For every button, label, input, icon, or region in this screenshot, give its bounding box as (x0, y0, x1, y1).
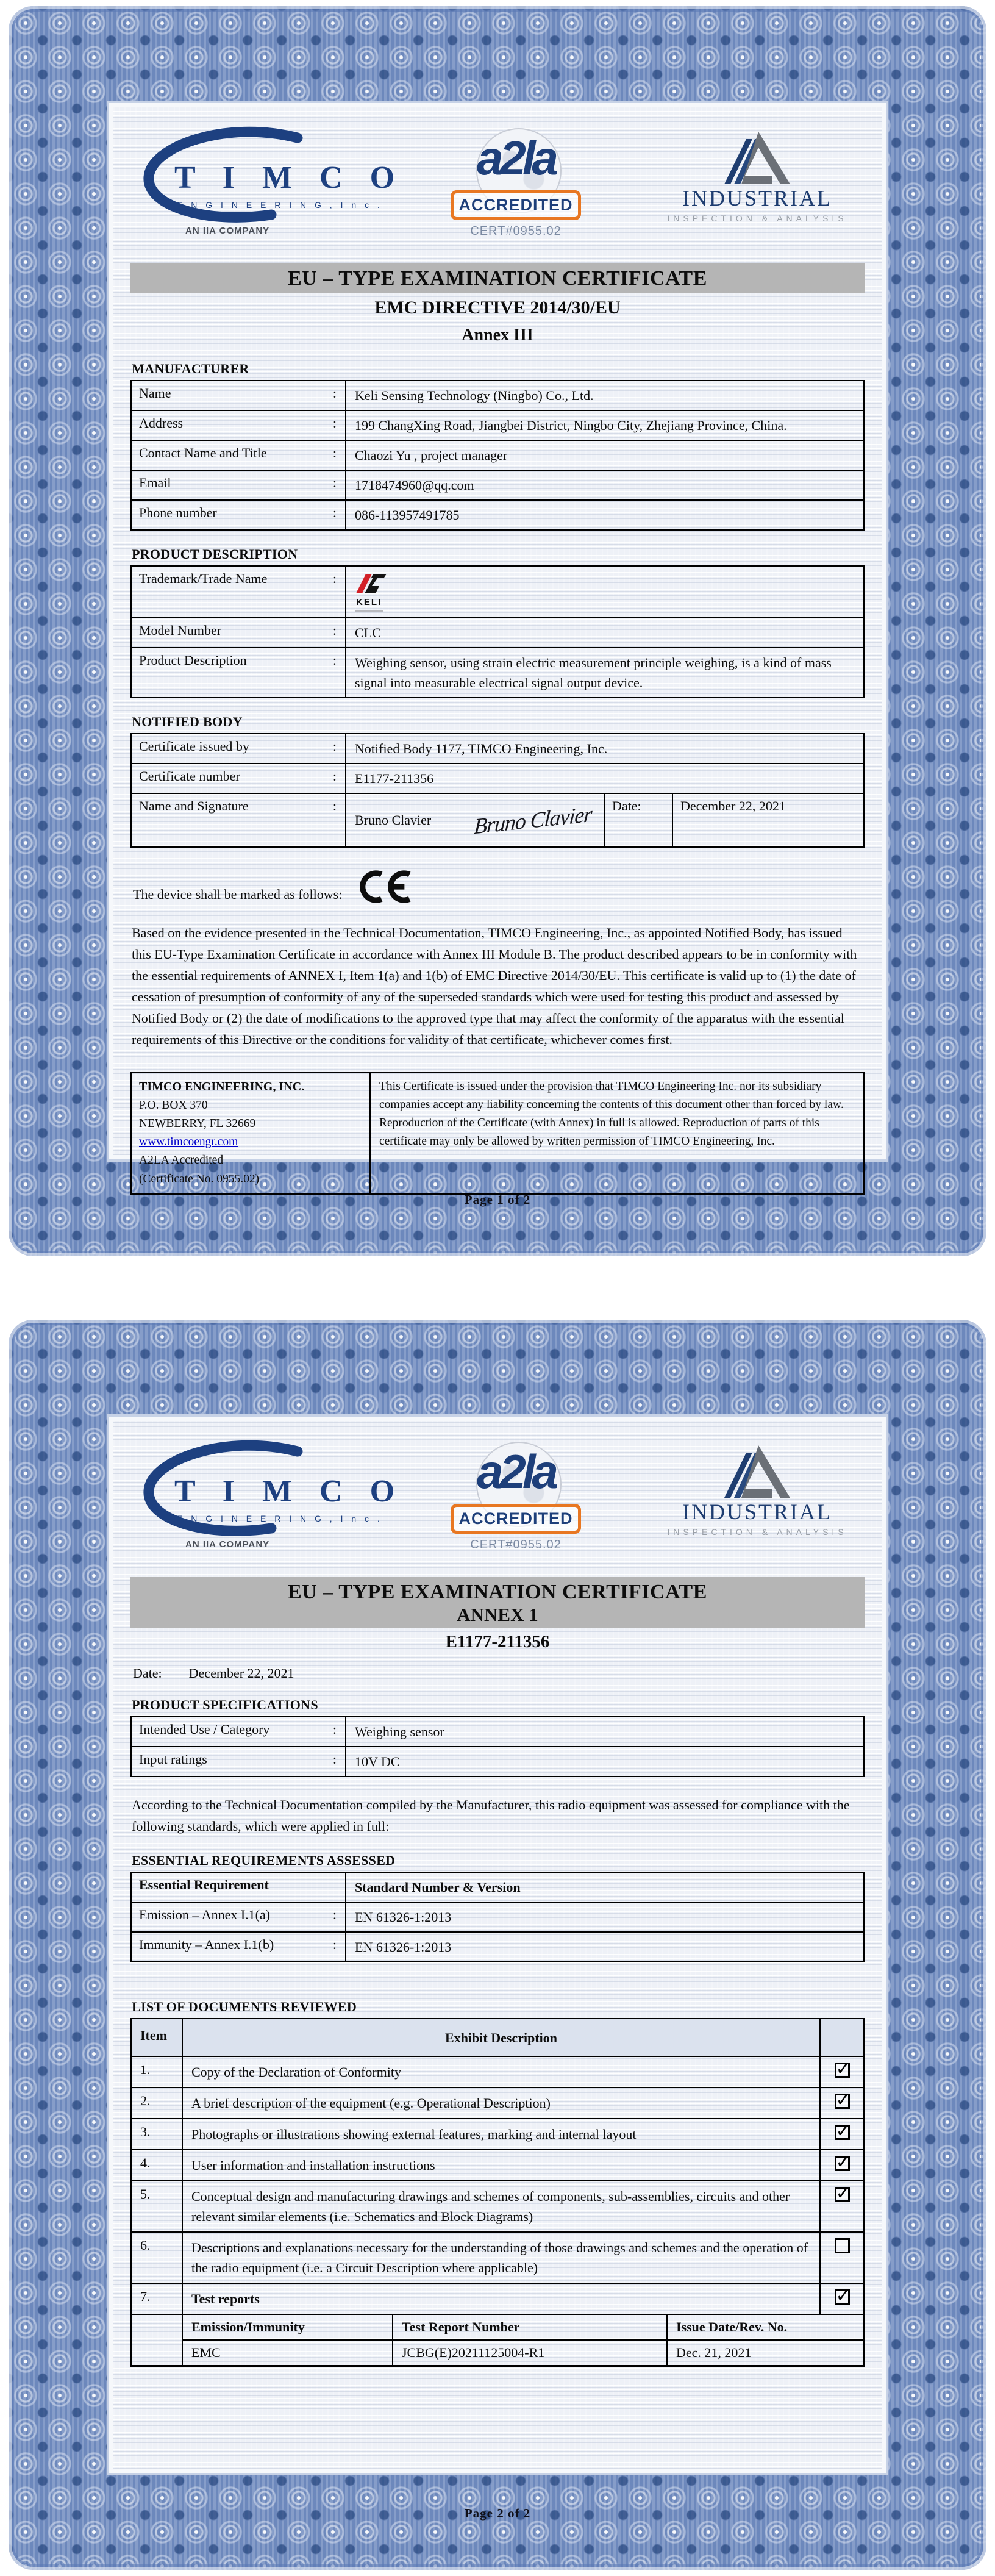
table-row (132, 2149, 863, 2180)
timco-logo (134, 1442, 405, 1569)
provision-table (130, 1072, 865, 1195)
colon: : (332, 475, 337, 490)
exhibit-description: User information and installation instructions (183, 2150, 821, 2180)
row-value: E1177-211356 (355, 770, 434, 786)
footer-address1: P.O. BOX 370 (139, 1098, 208, 1112)
footer-accredited: A2LA Accredited (139, 1154, 224, 1167)
table-header-row (183, 2315, 863, 2339)
colon: : (332, 738, 337, 754)
accredited-badge: ACCREDITED (451, 190, 581, 220)
page-1-content (113, 107, 882, 1186)
footer-cert-no: (Certificate No. 0955.02) (139, 1172, 260, 1186)
checkbox-icon[interactable] (835, 2063, 850, 2078)
column-header: Issue Date/Rev. No. (676, 2319, 788, 2335)
checkbox-icon[interactable] (835, 2187, 850, 2202)
table-row (132, 647, 863, 697)
timco-tagline: AN IIA COMPANY (185, 1539, 270, 1550)
table-header-row (132, 1873, 863, 1902)
colon: : (332, 1907, 337, 1923)
checkbox-icon[interactable] (835, 2125, 850, 2140)
colon: : (332, 652, 337, 668)
documents-reviewed-table (130, 2018, 865, 2367)
a2la-logo (433, 1442, 598, 1569)
certificate-number: E1177-211356 (445, 1632, 550, 1651)
column-header-item: Item (132, 2019, 183, 2056)
footer-address2: NEWBERRY, FL 32669 (139, 1117, 256, 1130)
product-description-table (130, 565, 865, 698)
timco-wordmark: T I M C O (174, 160, 405, 195)
footer-company: TIMCO ENGINEERING, INC. (139, 1079, 305, 1093)
accredited-badge: ACCREDITED (451, 1504, 581, 1534)
title-bar (130, 263, 865, 293)
essential-requirements-heading: ESSENTIAL REQUIREMENTS ASSESSED (132, 1853, 396, 1869)
timco-tagline: AN IIA COMPANY (185, 226, 270, 236)
row-label: Certificate issued by (139, 738, 249, 754)
row-value: EN 61326-1:2013 (355, 1909, 452, 1925)
item-number: 2. (132, 2088, 183, 2118)
industrial-subtitle: INSPECTION & ANALYSIS (667, 213, 847, 223)
row-label: Input ratings (139, 1751, 207, 1767)
industrial-wordmark: INDUSTRIAL (682, 186, 832, 210)
row-label: Certificate number (139, 768, 240, 784)
colon: : (332, 622, 337, 638)
row-label: Trademark/Trade Name (139, 571, 268, 586)
row-label: Address (139, 415, 184, 431)
a2la-cert-number: CERT#0955.02 (470, 1538, 562, 1551)
date-label: Date: (605, 794, 673, 846)
logo-header (130, 128, 865, 255)
annex-label: ANNEX 1 (457, 1604, 538, 1625)
documents-reviewed-heading: LIST OF DOCUMENTS REVIEWED (132, 1999, 357, 2015)
timco-wordmark: T I M C O (174, 1474, 405, 1509)
item-number: 6. (132, 2233, 183, 2283)
industrial-triangle-icon (721, 1442, 794, 1500)
essential-requirements-table (130, 1872, 865, 1962)
table-row (132, 2087, 863, 2118)
table-row (132, 440, 863, 470)
column-header: Essential Requirement (139, 1877, 269, 1893)
timco-logo (134, 128, 405, 255)
colon: : (332, 1751, 337, 1767)
signer-name: Bruno Clavier (355, 812, 432, 828)
test-report-table (183, 2315, 863, 2365)
exhibit-description: Conceptual design and manufacturing drawings and schemes of components, sub-assemblies, circuits and other relevant similar elements (i.e. Schematics and Block Diagrams) (183, 2181, 821, 2231)
issue-date-rev: Dec. 21, 2021 (676, 2345, 752, 2361)
checkbox-icon[interactable] (835, 2156, 850, 2171)
colon: : (332, 1722, 337, 1737)
checkbox-icon[interactable] (835, 2289, 850, 2305)
notified-body-heading: NOTIFIED BODY (132, 714, 243, 729)
table-row (132, 2056, 863, 2087)
column-header-check (821, 2019, 863, 2056)
row-label: Emission – Annex I.1(a) (139, 1907, 271, 1923)
industrial-logo (654, 1442, 861, 1569)
table-row (132, 1931, 863, 1961)
exhibit-description: Copy of the Declaration of Conformity (183, 2057, 821, 2087)
industrial-subtitle: INSPECTION & ANALYSIS (667, 1526, 847, 1537)
item-number: 4. (132, 2150, 183, 2180)
certificate-body-paragraph: Based on the evidence presented in the Technical Documentation, TIMCO Engineering, Inc., as appointed Notified Body, has issued this EU-Type Examination Certificate in accordance with Annex III Module B. The product described appears to be in conformity with the essential requirements of ANNEX I, Item 1(a) and 1(b) of EMC Directive 2014/30/EU. This certificate is valid up to (1) the date of cessation of presumption of conformity of any of the superseded standards which were used for testing this product and assessed by Notified Body or (2) the date of modifications to the approved type that may affect the conformity of the apparatus with the essential requirements of this Directive or the conditions for validity of that certificate, whichever comes first. (132, 925, 857, 1048)
logo-header (130, 1442, 865, 1569)
row-label: Intended Use / Category (139, 1722, 270, 1737)
industrial-logo (654, 128, 861, 255)
footer-disclaimer: This Certificate is issued under the provision that TIMCO Engineering Inc. nor its subsidiary companies accept any liability concerning the contents of this document other than forced by law. Reproduction of the Certificate (with Annex) in full is allowed. Reproduction of parts of this certificate may only be allowed by written permission of TIMCO Engineering, Inc. (379, 1079, 844, 1148)
manufacturer-heading: MANUFACTURER (132, 361, 249, 376)
website-link[interactable]: www.timcoengr.com (139, 1136, 238, 1149)
table-row (132, 2231, 863, 2283)
a2la-logo (433, 128, 598, 255)
row-label: Phone number (139, 505, 217, 520)
row-label: Product Description (139, 652, 247, 668)
row-value: 1718474960@qq.com (355, 478, 474, 493)
date-label: Date: (133, 1665, 162, 1681)
industrial-wordmark: INDUSTRIAL (682, 1500, 832, 1524)
keli-logo-icon (355, 571, 388, 596)
colon: : (332, 415, 337, 431)
checkbox-icon[interactable] (835, 2238, 850, 2253)
colon: : (332, 1937, 337, 1953)
row-value: Weighing sensor (355, 1724, 444, 1739)
item-number: 3. (132, 2119, 183, 2149)
row-value: 086-113957491785 (355, 507, 460, 523)
marking-instruction: The device shall be marked as follows: (133, 886, 343, 902)
page-2-content (113, 1421, 882, 2469)
table-row (132, 470, 863, 499)
ce-mark-icon (358, 868, 414, 905)
row-value: Notified Body 1177, TIMCO Engineering, Inc. (355, 740, 608, 756)
row-label: Name (139, 385, 171, 401)
table-row (132, 499, 863, 529)
row-value: CLC (355, 624, 381, 640)
row-value: Keli Sensing Technology (Ningbo) Co., Ltd. (355, 388, 594, 403)
row-value: EN 61326-1:2013 (355, 1939, 452, 1955)
row-value: 199 ChangXing Road, Jiangbei District, Ningbo City, Zhejiang Province, China. (355, 418, 787, 433)
title-bar (130, 1577, 865, 1628)
colon: : (332, 445, 337, 460)
row-label: Model Number (139, 622, 222, 638)
table-row (132, 1746, 863, 1776)
date-value: December 22, 2021 (680, 798, 786, 814)
exhibit-description: Photographs or illustrations showing external features, marking and internal layout (183, 2119, 821, 2149)
row-value: 10V DC (355, 1754, 400, 1769)
table-row (132, 763, 863, 793)
table-header-row (132, 2019, 863, 2056)
certificate-page-2 (6, 1317, 989, 2572)
table-row (132, 381, 863, 410)
item-number: 7. (132, 2284, 183, 2314)
column-header: Emission/Immunity (183, 2315, 393, 2339)
industrial-triangle-icon (721, 128, 794, 187)
timco-engineering-label: E N G I N E E R I N G , I n c . (177, 1514, 383, 1523)
certificate-page-1 (6, 4, 989, 1259)
row-label: Email (139, 475, 171, 490)
a2la-wordmark: a2la (477, 1445, 555, 1498)
column-header-description: Exhibit Description (183, 2019, 821, 2056)
emission-immunity-value: EMC (183, 2341, 393, 2365)
table-row (132, 410, 863, 440)
annex-label: Annex III (462, 326, 533, 345)
assessment-paragraph: According to the Technical Documentation compiled by the Manufacturer, this radio equipment was assessed for compliance with the following standards, which were applied in full: (132, 1797, 850, 1834)
product-specifications-table (130, 1716, 865, 1777)
table-row (132, 734, 863, 763)
a2la-wordmark: a2la (477, 131, 555, 185)
date-value: December 22, 2021 (188, 1665, 294, 1681)
row-label: Contact Name and Title (139, 445, 267, 460)
handwritten-signature: Bruno Clavier (473, 801, 593, 839)
manufacturer-table (130, 380, 865, 531)
colon: : (332, 571, 337, 586)
exhibit-description: Test reports (183, 2284, 821, 2314)
exhibit-description: Descriptions and explanations necessary for the understanding of those drawings and schemes and the operation of the radio equipment (i.e. a Circuit Description where applicable) (183, 2233, 821, 2283)
keli-wordmark: KELI (355, 596, 383, 612)
page-number: Page 2 of 2 (464, 2506, 531, 2521)
colon: : (332, 385, 337, 401)
product-description-heading: PRODUCT DESCRIPTION (132, 546, 298, 562)
certificate-title: EU – TYPE EXAMINATION CERTIFICATE (288, 267, 707, 290)
colon: : (332, 768, 337, 784)
row-label: Immunity – Annex I.1(b) (139, 1937, 274, 1953)
column-header: Standard Number & Version (355, 1880, 521, 1895)
table-row (132, 1717, 863, 1746)
table-row (132, 1902, 863, 1931)
timco-engineering-label: E N G I N E E R I N G , I n c . (177, 200, 383, 210)
row-value: Chaozi Yu , project manager (355, 448, 508, 463)
table-row (132, 2283, 863, 2314)
product-specifications-heading: PRODUCT SPECIFICATIONS (132, 1697, 318, 1712)
signature-row (132, 793, 863, 846)
directive-subtitle: EMC DIRECTIVE 2014/30/EU (374, 298, 621, 318)
table-row (132, 2180, 863, 2231)
issue-date-line (130, 1665, 865, 1681)
table-row (132, 617, 863, 647)
a2la-cert-number: CERT#0955.02 (470, 224, 562, 238)
test-report-number: JCBG(E)20211125004-R1 (393, 2341, 668, 2365)
notified-body-table (130, 733, 865, 848)
table-row (183, 2339, 863, 2365)
row-value: Weighing sensor, using strain electric measurement principle weighing, is a kind of mass signal into measurable electrical signal output device. (355, 654, 832, 690)
ce-marking-line (130, 868, 865, 905)
item-number: 5. (132, 2181, 183, 2231)
item-number: 1. (132, 2057, 183, 2087)
table-row (132, 2118, 863, 2149)
row-label: Name and Signature (139, 798, 249, 814)
table-row (132, 567, 863, 617)
certificate-title: EU – TYPE EXAMINATION CERTIFICATE (288, 1581, 707, 1603)
colon: : (332, 798, 337, 814)
column-header: Test Report Number (393, 2315, 668, 2339)
page-number: Page 1 of 2 (464, 1192, 531, 1207)
colon: : (332, 505, 337, 520)
test-report-subtable-row (132, 2314, 863, 2365)
checkbox-icon[interactable] (835, 2094, 850, 2109)
exhibit-description: A brief description of the equipment (e.g. Operational Description) (183, 2088, 821, 2118)
